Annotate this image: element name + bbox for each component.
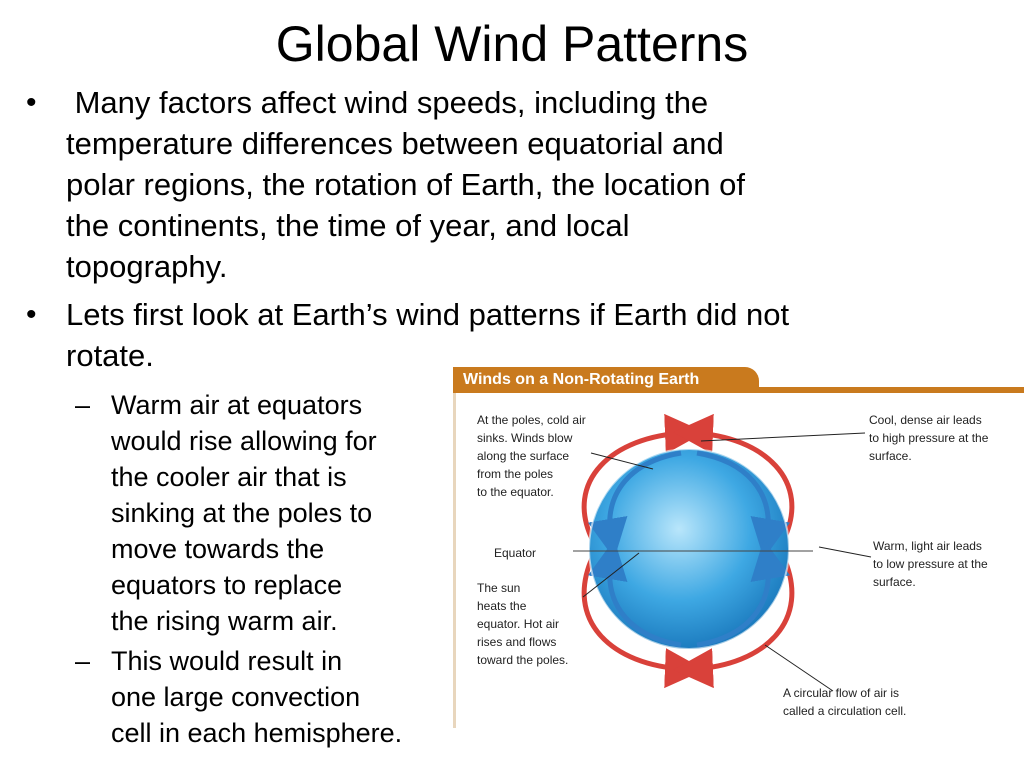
- bullet-line: Many factors affect wind speeds, including the: [66, 85, 709, 120]
- subbullet-convection: [75, 643, 403, 751]
- caption-line: Cool, dense air leads: [869, 413, 982, 427]
- caption-line: toward the poles.: [477, 653, 569, 667]
- subbullet-warm-air: [75, 387, 377, 639]
- subbullet-line: the cooler air that is: [111, 462, 347, 492]
- subbullet-line: one large convection: [111, 682, 361, 712]
- equator-label: Equator: [493, 546, 537, 560]
- subbullet-dash: –: [75, 390, 91, 420]
- subbullet-dash: –: [75, 646, 91, 676]
- bullet-factors: [26, 82, 745, 287]
- caption-line: from the poles: [477, 467, 554, 481]
- caption-poles: [477, 411, 586, 501]
- caption-line: surface.: [869, 449, 912, 463]
- subbullet-line: Warm air at equators: [111, 390, 363, 420]
- bullet-line: temperature differences between equatorial and: [66, 126, 724, 161]
- caption-line: A circular flow of air is: [783, 686, 900, 700]
- caption-line: sinks. Winds blow: [477, 431, 573, 445]
- subbullet-line: This would result in: [111, 646, 343, 676]
- subbullet-line: sinking at the poles to: [111, 498, 373, 528]
- caption-cool-air: [869, 411, 988, 465]
- caption-line: surface.: [873, 575, 916, 589]
- caption-line: rises and flows: [477, 635, 557, 649]
- caption-line: equator. Hot air: [477, 617, 560, 631]
- subbullet-line: the rising warm air.: [111, 606, 338, 636]
- slide-title: Global Wind Patterns: [275, 16, 749, 72]
- caption-warm-air: [873, 537, 988, 591]
- subbullet-line: would rise allowing for: [111, 426, 377, 456]
- caption-line: to high pressure at the: [869, 431, 989, 445]
- caption-line: Warm, light air leads: [873, 539, 982, 553]
- caption-line: heats the: [477, 599, 527, 613]
- leader-warm: [819, 547, 871, 557]
- bullet-dot: •: [26, 86, 37, 119]
- caption-line: called a circulation cell.: [783, 704, 907, 718]
- bullet-dot: •: [26, 298, 37, 331]
- subbullet-line: cell in each hemisphere.: [111, 718, 403, 748]
- caption-line: along the surface: [477, 449, 570, 463]
- bullet-line: topography.: [66, 249, 228, 284]
- caption-line: to low pressure at the: [873, 557, 988, 571]
- figure-header: Winds on a Non-Rotating Earth: [453, 367, 759, 393]
- subbullet-line: equators to replace: [111, 570, 343, 600]
- caption-circulation-cell: [783, 684, 906, 720]
- wind-diagram-figure: [453, 361, 1024, 728]
- earth-globe: [589, 449, 789, 649]
- caption-sun: [477, 579, 568, 669]
- subbullet-line: move towards the: [111, 534, 325, 564]
- bullet-line: Lets first look at Earth’s wind patterns if Earth did not: [66, 297, 790, 332]
- bullet-line: the continents, the time of year, and local: [66, 208, 630, 243]
- caption-line: At the poles, cold air: [477, 413, 586, 427]
- bullet-line: rotate.: [66, 338, 154, 373]
- bullet-line: polar regions, the rotation of Earth, the location of: [66, 167, 745, 202]
- caption-line: The sun: [477, 581, 521, 595]
- caption-line: to the equator.: [477, 485, 554, 499]
